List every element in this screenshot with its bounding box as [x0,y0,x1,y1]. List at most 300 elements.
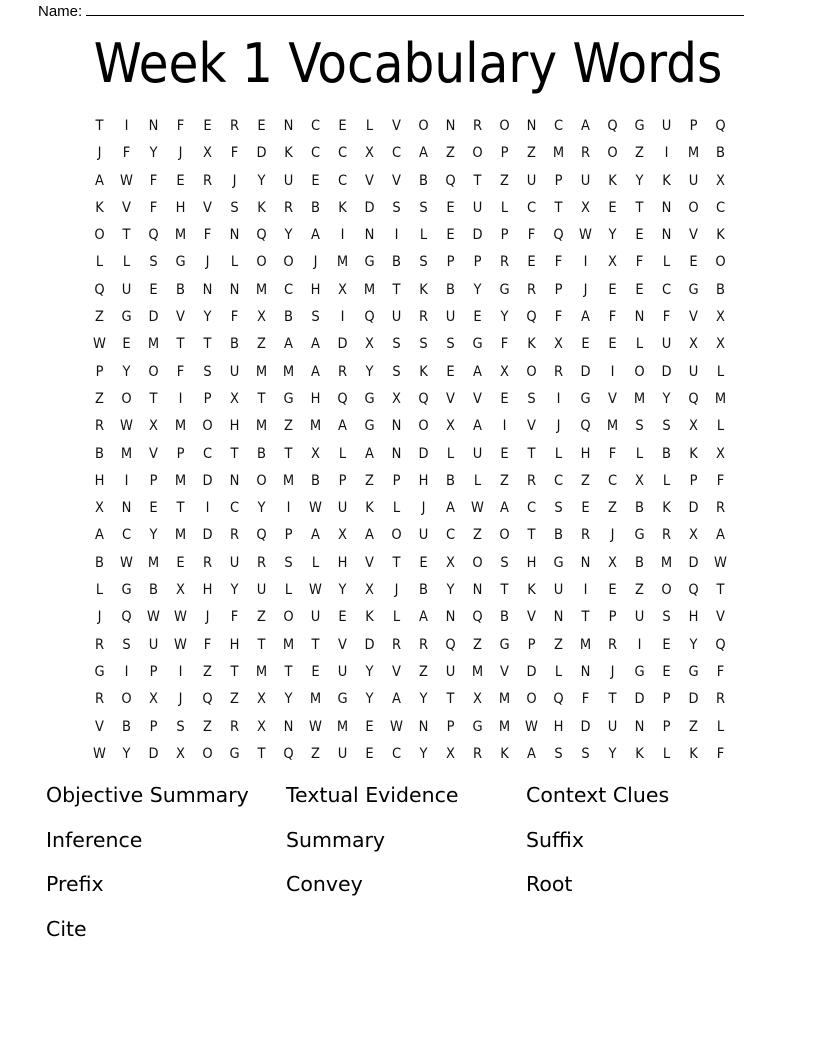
grid-cell[interactable]: O [526,691,537,708]
grid-cell[interactable]: D [634,691,645,708]
grid-cell[interactable]: U [688,172,699,189]
grid-cell[interactable]: C [715,199,726,216]
grid-cell[interactable]: Q [256,227,267,244]
grid-cell[interactable]: P [554,172,563,189]
grid-cell[interactable]: J [313,254,318,271]
word-list-item[interactable]: Inference [46,827,143,852]
grid-cell[interactable]: Z [311,745,320,762]
grid-cell[interactable]: R [607,636,618,653]
grid-cell[interactable]: Y [149,145,158,162]
grid-cell[interactable]: K [365,500,374,517]
grid-cell[interactable]: A [446,500,455,517]
grid-cell[interactable]: N [229,472,240,489]
grid-cell[interactable]: D [202,472,213,489]
grid-cell[interactable]: J [583,281,588,298]
grid-cell[interactable]: X [365,145,374,162]
grid-cell[interactable]: D [661,363,672,380]
grid-cell[interactable]: S [581,745,590,762]
grid-cell[interactable]: C [121,527,132,544]
grid-cell[interactable]: B [419,172,428,189]
grid-cell[interactable]: R [553,363,564,380]
grid-cell[interactable]: X [608,554,617,571]
grid-cell[interactable]: V [527,418,536,435]
grid-cell[interactable]: O [607,145,618,162]
grid-cell[interactable]: J [97,145,102,162]
grid-cell[interactable]: B [635,554,644,571]
grid-cell[interactable]: Q [445,172,456,189]
grid-cell[interactable]: U [310,609,321,626]
grid-cell[interactable]: Q [688,582,699,599]
grid-cell[interactable]: W [309,582,322,599]
grid-cell[interactable]: N [472,582,483,599]
grid-cell[interactable]: S [311,309,320,326]
grid-cell[interactable]: T [527,445,536,462]
grid-cell[interactable]: Q [148,227,159,244]
grid-cell[interactable]: P [608,609,617,626]
grid-cell[interactable]: K [419,363,428,380]
grid-cell[interactable]: R [661,527,672,544]
grid-cell[interactable]: Q [607,118,618,134]
grid-cell[interactable]: K [689,445,698,462]
grid-cell[interactable]: T [257,745,266,762]
grid-cell[interactable]: D [256,145,267,162]
grid-cell[interactable]: V [149,445,158,462]
grid-cell[interactable]: I [178,390,183,407]
grid-cell[interactable]: M [147,336,160,353]
grid-cell[interactable]: K [662,172,671,189]
grid-cell[interactable]: F [527,227,536,244]
grid-cell[interactable]: Z [473,527,482,544]
grid-cell[interactable]: X [689,527,698,544]
grid-cell[interactable]: E [176,554,185,571]
grid-cell[interactable]: O [283,254,294,271]
grid-cell[interactable]: E [608,336,617,353]
word-search-grid[interactable] [86,113,734,768]
grid-cell[interactable]: M [147,554,160,571]
grid-cell[interactable]: T [716,582,725,599]
grid-cell[interactable]: L [716,363,725,380]
grid-cell[interactable]: S [149,254,158,271]
grid-cell[interactable]: B [635,500,644,517]
grid-cell[interactable]: P [284,527,293,544]
grid-cell[interactable]: T [284,445,293,462]
grid-cell[interactable]: R [391,636,402,653]
grid-cell[interactable]: T [122,227,131,244]
grid-cell[interactable]: X [365,336,374,353]
grid-cell[interactable]: J [610,527,615,544]
grid-cell[interactable]: L [311,554,320,571]
grid-cell[interactable]: A [338,418,347,435]
grid-cell[interactable]: F [554,254,563,271]
grid-cell[interactable]: Z [635,145,644,162]
grid-cell[interactable]: B [176,281,185,298]
grid-cell[interactable]: S [392,336,401,353]
grid-cell[interactable]: L [392,500,401,517]
grid-cell[interactable]: Z [257,609,266,626]
grid-cell[interactable]: Z [581,472,590,489]
grid-cell[interactable]: K [284,145,293,162]
grid-cell[interactable]: E [662,663,671,680]
grid-cell[interactable]: B [95,445,104,462]
grid-cell[interactable]: S [446,336,455,353]
grid-cell[interactable]: E [635,227,644,244]
grid-cell[interactable]: C [283,281,294,298]
grid-cell[interactable]: E [662,636,671,653]
grid-cell[interactable]: Z [689,718,698,735]
grid-cell[interactable]: J [97,609,102,626]
grid-cell[interactable]: Z [500,472,509,489]
grid-cell[interactable]: P [203,390,212,407]
grid-cell[interactable]: Z [473,636,482,653]
grid-cell[interactable]: S [419,254,428,271]
grid-cell[interactable]: E [365,718,374,735]
grid-cell[interactable]: D [580,718,591,735]
grid-cell[interactable]: H [175,199,186,216]
word-list-item[interactable]: Objective Summary [46,783,249,807]
grid-cell[interactable]: E [203,118,212,134]
grid-cell[interactable]: V [608,390,617,407]
grid-cell[interactable]: D [688,500,699,517]
grid-cell[interactable]: S [392,363,401,380]
grid-cell[interactable]: J [178,691,183,708]
grid-cell[interactable]: Z [284,418,293,435]
grid-cell[interactable]: B [95,554,104,571]
grid-cell[interactable]: Q [337,390,348,407]
grid-cell[interactable]: M [174,472,187,489]
grid-cell[interactable]: O [472,145,483,162]
grid-cell[interactable]: K [527,336,536,353]
grid-cell[interactable]: O [661,582,672,599]
grid-cell[interactable]: Y [662,390,671,407]
grid-cell[interactable]: Y [284,227,293,244]
grid-cell[interactable]: W [579,227,592,244]
grid-cell[interactable]: Z [95,309,104,326]
grid-cell[interactable]: T [635,199,644,216]
grid-cell[interactable]: Z [230,691,239,708]
grid-cell[interactable]: Q [715,118,726,134]
grid-cell[interactable]: U [661,336,672,353]
grid-cell[interactable]: G [472,336,483,353]
grid-cell[interactable]: B [716,281,725,298]
grid-cell[interactable]: C [202,445,213,462]
grid-cell[interactable]: T [230,663,239,680]
grid-cell[interactable]: O [499,118,510,134]
grid-cell[interactable]: G [634,118,645,134]
grid-cell[interactable]: C [445,527,456,544]
grid-cell[interactable]: V [446,390,455,407]
grid-cell[interactable]: U [337,745,348,762]
grid-cell[interactable]: Z [527,145,536,162]
grid-cell[interactable]: C [553,118,564,134]
grid-cell[interactable]: M [282,472,295,489]
grid-cell[interactable]: A [311,227,320,244]
grid-cell[interactable]: L [500,199,509,216]
grid-cell[interactable]: M [633,390,646,407]
grid-cell[interactable]: G [472,718,483,735]
grid-cell[interactable]: O [418,418,429,435]
grid-cell[interactable]: F [176,363,185,380]
grid-cell[interactable]: C [526,500,537,517]
grid-cell[interactable]: M [363,281,376,298]
grid-cell[interactable]: B [230,336,239,353]
grid-cell[interactable]: S [500,554,509,571]
grid-cell[interactable]: R [499,254,510,271]
grid-cell[interactable]: E [149,281,158,298]
grid-cell[interactable]: N [229,227,240,244]
grid-cell[interactable]: K [608,172,617,189]
grid-cell[interactable]: C [229,500,240,517]
grid-cell[interactable]: U [391,309,402,326]
grid-cell[interactable]: Z [608,500,617,517]
grid-cell[interactable]: E [689,254,698,271]
grid-cell[interactable]: N [526,118,537,134]
grid-cell[interactable]: Y [419,745,428,762]
grid-cell[interactable]: X [446,418,455,435]
grid-cell[interactable]: M [552,145,565,162]
grid-cell[interactable]: S [554,500,563,517]
grid-cell[interactable]: T [149,390,158,407]
grid-cell[interactable]: J [556,418,561,435]
grid-cell[interactable]: S [203,363,212,380]
grid-cell[interactable]: T [527,527,536,544]
grid-cell[interactable]: A [527,745,536,762]
grid-cell[interactable]: R [94,691,105,708]
grid-cell[interactable]: D [688,691,699,708]
grid-cell[interactable]: U [688,363,699,380]
grid-cell[interactable]: W [120,418,133,435]
grid-cell[interactable]: P [662,718,671,735]
grid-cell[interactable]: R [229,718,240,735]
grid-cell[interactable]: N [553,609,564,626]
grid-cell[interactable]: O [256,254,267,271]
grid-cell[interactable]: R [715,691,726,708]
grid-cell[interactable]: Q [94,281,105,298]
grid-cell[interactable]: I [610,363,615,380]
grid-cell[interactable]: N [661,199,672,216]
grid-cell[interactable]: N [391,418,402,435]
grid-cell[interactable]: L [554,663,563,680]
grid-cell[interactable]: E [365,745,374,762]
grid-cell[interactable]: W [120,554,133,571]
grid-cell[interactable]: Q [256,527,267,544]
grid-cell[interactable]: T [392,554,401,571]
grid-cell[interactable]: A [311,363,320,380]
grid-cell[interactable]: M [498,718,511,735]
grid-cell[interactable]: T [500,582,509,599]
grid-cell[interactable]: E [608,281,617,298]
grid-cell[interactable]: S [662,418,671,435]
grid-cell[interactable]: L [662,745,671,762]
grid-cell[interactable]: I [124,663,129,680]
grid-cell[interactable]: Q [715,636,726,653]
grid-cell[interactable]: V [716,609,725,626]
grid-cell[interactable]: G [499,281,510,298]
grid-cell[interactable]: A [311,336,320,353]
grid-cell[interactable]: M [336,718,349,735]
word-list-item[interactable]: Summary [286,827,386,852]
grid-cell[interactable]: N [121,500,132,517]
grid-cell[interactable]: I [205,500,210,517]
grid-cell[interactable]: P [95,363,104,380]
grid-cell[interactable]: N [661,227,672,244]
grid-cell[interactable]: I [664,145,669,162]
grid-cell[interactable]: S [230,199,239,216]
grid-cell[interactable]: C [337,145,348,162]
grid-cell[interactable]: F [230,309,239,326]
grid-cell[interactable]: J [421,500,426,517]
grid-cell[interactable]: H [337,554,348,571]
grid-cell[interactable]: M [255,363,268,380]
grid-cell[interactable]: B [500,609,509,626]
grid-cell[interactable]: K [419,281,428,298]
grid-cell[interactable]: V [500,663,509,680]
grid-cell[interactable]: E [149,500,158,517]
grid-cell[interactable]: I [124,118,129,134]
grid-cell[interactable]: V [176,309,185,326]
grid-cell[interactable]: O [202,745,213,762]
grid-cell[interactable]: F [635,254,644,271]
grid-cell[interactable]: X [446,554,455,571]
grid-cell[interactable]: U [256,582,267,599]
grid-cell[interactable]: G [364,390,375,407]
grid-cell[interactable]: X [554,336,563,353]
grid-cell[interactable]: P [149,663,158,680]
grid-cell[interactable]: L [392,609,401,626]
grid-cell[interactable]: V [365,554,374,571]
grid-cell[interactable]: W [93,336,106,353]
grid-cell[interactable]: G [94,663,105,680]
grid-cell[interactable]: R [229,527,240,544]
grid-cell[interactable]: X [338,281,347,298]
grid-cell[interactable]: K [500,745,509,762]
grid-cell[interactable]: X [203,145,212,162]
grid-cell[interactable]: A [284,336,293,353]
grid-cell[interactable]: Q [202,691,213,708]
grid-cell[interactable]: P [446,718,455,735]
grid-cell[interactable]: W [147,609,160,626]
grid-cell[interactable]: O [256,472,267,489]
grid-cell[interactable]: N [283,718,294,735]
grid-cell[interactable]: T [95,118,104,134]
grid-cell[interactable]: P [149,718,158,735]
grid-cell[interactable]: I [340,309,345,326]
grid-cell[interactable]: L [284,582,293,599]
grid-cell[interactable]: D [148,309,159,326]
grid-cell[interactable]: X [635,472,644,489]
grid-cell[interactable]: Q [580,418,591,435]
grid-cell[interactable]: D [148,745,159,762]
grid-cell[interactable]: Y [473,281,482,298]
grid-cell[interactable]: P [473,254,482,271]
grid-cell[interactable]: J [205,609,210,626]
grid-cell[interactable]: E [338,609,347,626]
grid-cell[interactable]: Q [472,609,483,626]
grid-cell[interactable]: Z [446,145,455,162]
grid-cell[interactable]: X [176,745,185,762]
grid-cell[interactable]: A [311,527,320,544]
grid-cell[interactable]: M [174,527,187,544]
grid-cell[interactable]: G [580,390,591,407]
grid-cell[interactable]: B [311,199,320,216]
grid-cell[interactable]: F [176,118,185,134]
grid-cell[interactable]: H [688,609,699,626]
grid-cell[interactable]: F [203,227,212,244]
grid-cell[interactable]: A [473,418,482,435]
grid-cell[interactable]: O [634,363,645,380]
grid-cell[interactable]: P [446,254,455,271]
grid-cell[interactable]: H [229,636,240,653]
grid-cell[interactable]: U [472,445,483,462]
grid-cell[interactable]: O [283,609,294,626]
grid-cell[interactable]: K [338,199,347,216]
grid-cell[interactable]: L [662,254,671,271]
grid-cell[interactable]: P [176,445,185,462]
grid-cell[interactable]: N [445,118,456,134]
grid-cell[interactable]: R [418,636,429,653]
grid-cell[interactable]: R [472,745,483,762]
grid-cell[interactable]: G [283,390,294,407]
grid-cell[interactable]: X [149,418,158,435]
grid-cell[interactable]: Z [554,636,563,653]
grid-cell[interactable]: P [392,472,401,489]
grid-cell[interactable]: V [392,118,401,134]
grid-cell[interactable]: X [392,390,401,407]
grid-cell[interactable]: X [716,309,725,326]
grid-cell[interactable]: A [500,500,509,517]
grid-cell[interactable]: I [583,582,588,599]
grid-cell[interactable]: L [473,472,482,489]
grid-cell[interactable]: U [229,554,240,571]
grid-cell[interactable]: N [580,554,591,571]
grid-cell[interactable]: V [203,199,212,216]
grid-cell[interactable]: A [581,309,590,326]
grid-cell[interactable]: G [337,691,348,708]
grid-cell[interactable]: R [283,199,294,216]
grid-cell[interactable]: I [502,418,507,435]
grid-cell[interactable]: D [364,636,375,653]
grid-cell[interactable]: N [148,118,159,134]
grid-cell[interactable]: E [608,199,617,216]
grid-cell[interactable]: R [229,118,240,134]
grid-cell[interactable]: U [607,718,618,735]
grid-cell[interactable]: Z [500,172,509,189]
grid-cell[interactable]: D [364,199,375,216]
grid-cell[interactable]: R [94,636,105,653]
grid-cell[interactable]: X [689,418,698,435]
grid-cell[interactable]: S [527,390,536,407]
grid-cell[interactable]: G [634,663,645,680]
grid-cell[interactable]: B [554,527,563,544]
grid-cell[interactable]: R [418,309,429,326]
word-list-item[interactable]: Prefix [46,872,104,896]
grid-cell[interactable]: Y [689,636,698,653]
grid-cell[interactable]: Y [257,172,266,189]
grid-cell[interactable]: D [688,554,699,571]
grid-cell[interactable]: V [527,609,536,626]
grid-cell[interactable]: T [311,636,320,653]
grid-cell[interactable]: W [390,718,403,735]
grid-cell[interactable]: N [202,281,213,298]
grid-cell[interactable]: M [282,363,295,380]
grid-cell[interactable]: K [527,582,536,599]
grid-cell[interactable]: X [716,172,725,189]
grid-cell[interactable]: T [554,199,563,216]
grid-cell[interactable]: K [95,199,104,216]
grid-cell[interactable]: L [122,254,131,271]
grid-cell[interactable]: M [471,663,484,680]
grid-cell[interactable]: K [662,500,671,517]
grid-cell[interactable]: W [471,500,484,517]
